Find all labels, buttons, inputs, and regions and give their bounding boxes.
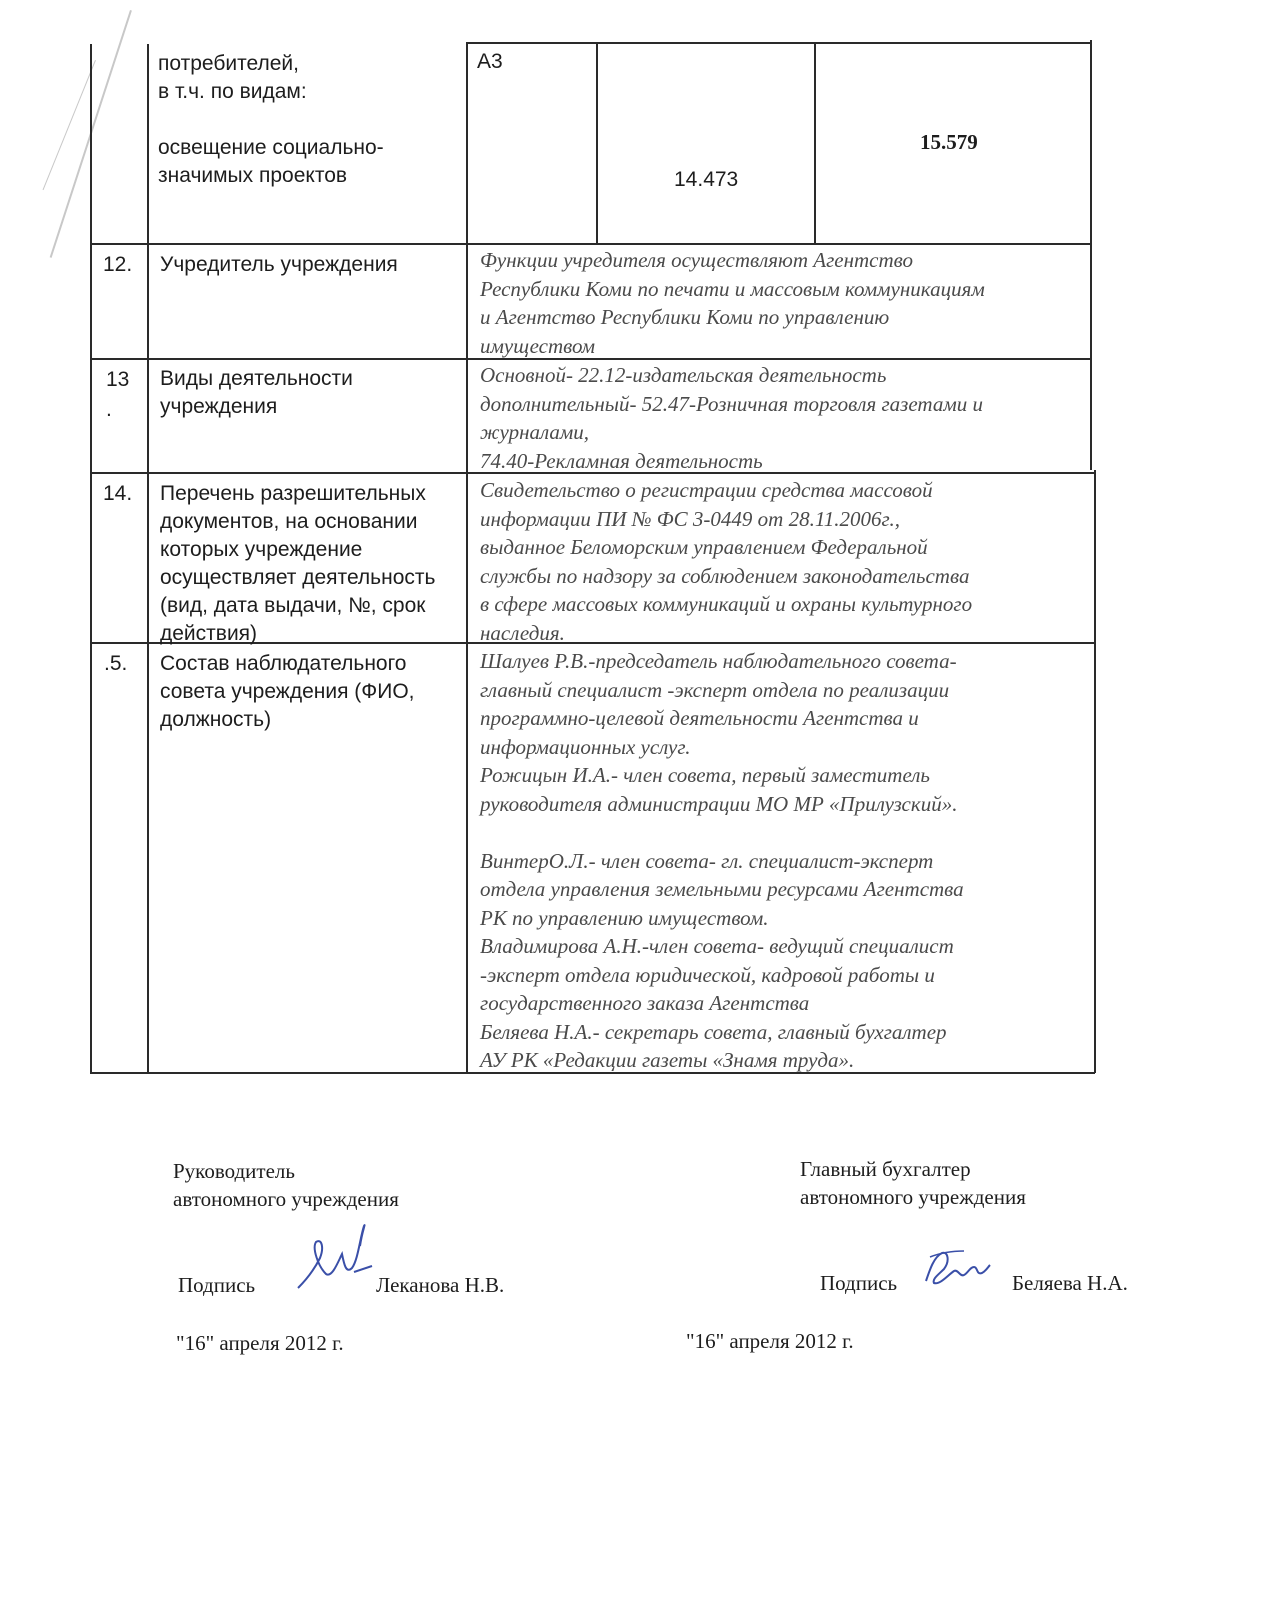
row-15-label: Состав наблюдательного совета учреждения (ФИО, должность) [160,652,415,731]
right-signer-title: Главный бухгалтер автономного учреждения [800,1157,1026,1209]
right-signer-name: Беляева Н.А. [1012,1271,1128,1295]
table-border [1094,470,1096,1073]
row-13-content: Основной- 22.12-издательская деятельность дополнительный- 52.47-Розничная торговля газетами и журналами, 74.40-Рекламная деятельность [480,363,983,473]
row-15-number: .5. [104,652,128,675]
left-date: "16" апреля 2012 г. [176,1331,344,1355]
row-top-value-prev: 14.473 [674,168,739,191]
right-date: "16" апреля 2012 г. [686,1329,854,1353]
row-top-label: потребителей, в т.ч. по видам: освещение социально- значимых проектов [158,52,384,187]
table-border [90,44,92,1074]
row-12-number: 12. [103,253,133,276]
row-12-content: Функции учредителя осуществляют Агентство Республики Коми по печати и массовым коммуникациям и Агентство Республики Коми по управлению имуществом [480,248,985,358]
row-top-value-curr: 15.579 [920,130,978,154]
row-13-number: 13 . [106,368,130,421]
table-border [814,44,816,244]
left-handwritten-signature [292,1218,378,1296]
row-14-content: Свидетельство о регистрации средства массовой информации ПИ № ФС 3-0449 от 28.11.2006г., выданное Беломорским управлением Федеральной службы по надзору за соблюдением законодательства в сфере массовых коммуникаций и охраны культурного наследия. [480,478,973,645]
table-border [147,44,149,1074]
table-border [1090,40,1092,470]
left-signer-name: Леканова Н.В. [376,1273,505,1297]
table-border [90,243,1091,245]
row-14-number: 14. [103,482,133,505]
row-top-code: А3 [477,50,503,73]
row-12-label: Учредитель учреждения [160,253,398,276]
left-signer-title: Руководитель автономного учреждения [173,1159,399,1211]
scan-artifact [43,60,96,190]
right-sign-label: Подпись [820,1271,898,1295]
row-15-content: Шалуев Р.В.-председатель наблюдательного совета- главный специалист -эксперт отдела по реализации программно-целевой деятельности Агентства и информационных услуг. Рожицын И.А.- член совета, первый заместитель руководителя администрации МО МР «Прилузский». ВинтерО.Л.- член совета- гл. специалист-эксперт отдела управления земельными ресурсами Агентства РК по управлению имуществом. Владимирова А.Н.-член совета- ведущий специалист -эксперт отдела юридической, кадровой работы и государственного заказа Агентства Беляева Н.А.- секретарь совета, главный бухгалтер АУ РК «Редакции газеты «Знамя труда». [480,649,964,1072]
right-handwritten-signature [920,1245,992,1289]
table-border [466,44,468,1074]
left-sign-label: Подпись [178,1273,256,1297]
table-border [466,42,1091,44]
row-14-label: Перечень разрешительных документов, на основании которых учреждение осуществляет деятельность (вид, дата выдачи, №, срок действия) [160,482,436,645]
row-13-label: Виды деятельности учреждения [160,367,353,418]
table-border [596,44,598,244]
